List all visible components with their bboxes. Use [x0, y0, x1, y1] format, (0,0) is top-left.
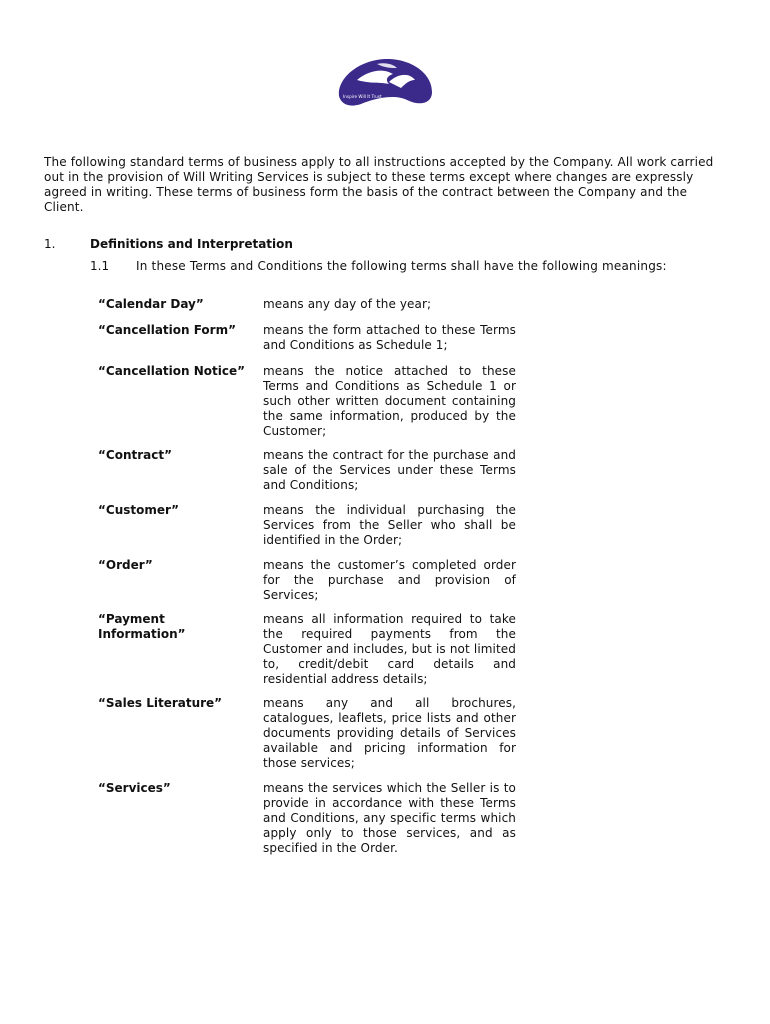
definition-meaning: means the services which the Seller is to provide in accordance with these Terms and Conditions, any specific terms which apply only to those services, and as specified in the Order. — [263, 781, 516, 855]
definition-term: “Order” — [98, 558, 153, 572]
section-title: Definitions and Interpretation — [90, 237, 293, 251]
definition-term: “Cancellation Notice” — [98, 364, 245, 378]
definition-term: “Services” — [98, 781, 171, 795]
definition-meaning: means any day of the year; — [263, 297, 432, 311]
logo-tagline: Inspire Will It Trust — [343, 94, 382, 99]
clause-number: 1.1 — [90, 259, 110, 273]
definition-meaning: means the individual purchasing the Services from the Seller who shall be identified in the Order; — [263, 503, 516, 547]
definition-term: “Contract” — [98, 448, 172, 462]
definition-term: “Sales Literature” — [98, 696, 223, 710]
intro-paragraph: The following standard terms of business apply to all instructions accepted by the Company. All work carried out in the provision of Will Writing Services is subject to these terms except where changes are expressly agreed in writing. These terms of business form the basis of the contract between the Company and the Client. — [44, 155, 714, 214]
definition-term: “Cancellation Form” — [98, 323, 236, 337]
definition-meaning: means any and all brochures, catalogues, leaflets, price lists and other documents providing details of Services available and pricing information for those services; — [263, 696, 516, 770]
definition-meaning: means the contract for the purchase and sale of the Services under these Terms and Conditions; — [263, 448, 516, 492]
definition-meaning: means the form attached to these Terms and Conditions as Schedule 1; — [263, 323, 516, 352]
definition-meaning: means the notice attached to these Terms and Conditions as Schedule 1 or such other written document containing the same information, produced by the Customer; — [263, 364, 516, 438]
definition-term: “Customer” — [98, 503, 180, 517]
definition-term: “Calendar Day” — [98, 297, 204, 311]
dove-logo-icon — [335, 56, 435, 108]
definition-meaning: means the customer’s completed order for the purchase and provision of Services; — [263, 558, 516, 602]
definition-term: “Payment Information” — [98, 612, 186, 641]
definition-meaning: means all information required to take the required payments from the Customer and includes, but is not limited to, credit/debit card details and residential address details; — [263, 612, 516, 686]
company-logo — [335, 56, 435, 108]
section-number: 1. — [44, 237, 56, 251]
clause-text: In these Terms and Conditions the following terms shall have the following meanings: — [136, 259, 667, 273]
